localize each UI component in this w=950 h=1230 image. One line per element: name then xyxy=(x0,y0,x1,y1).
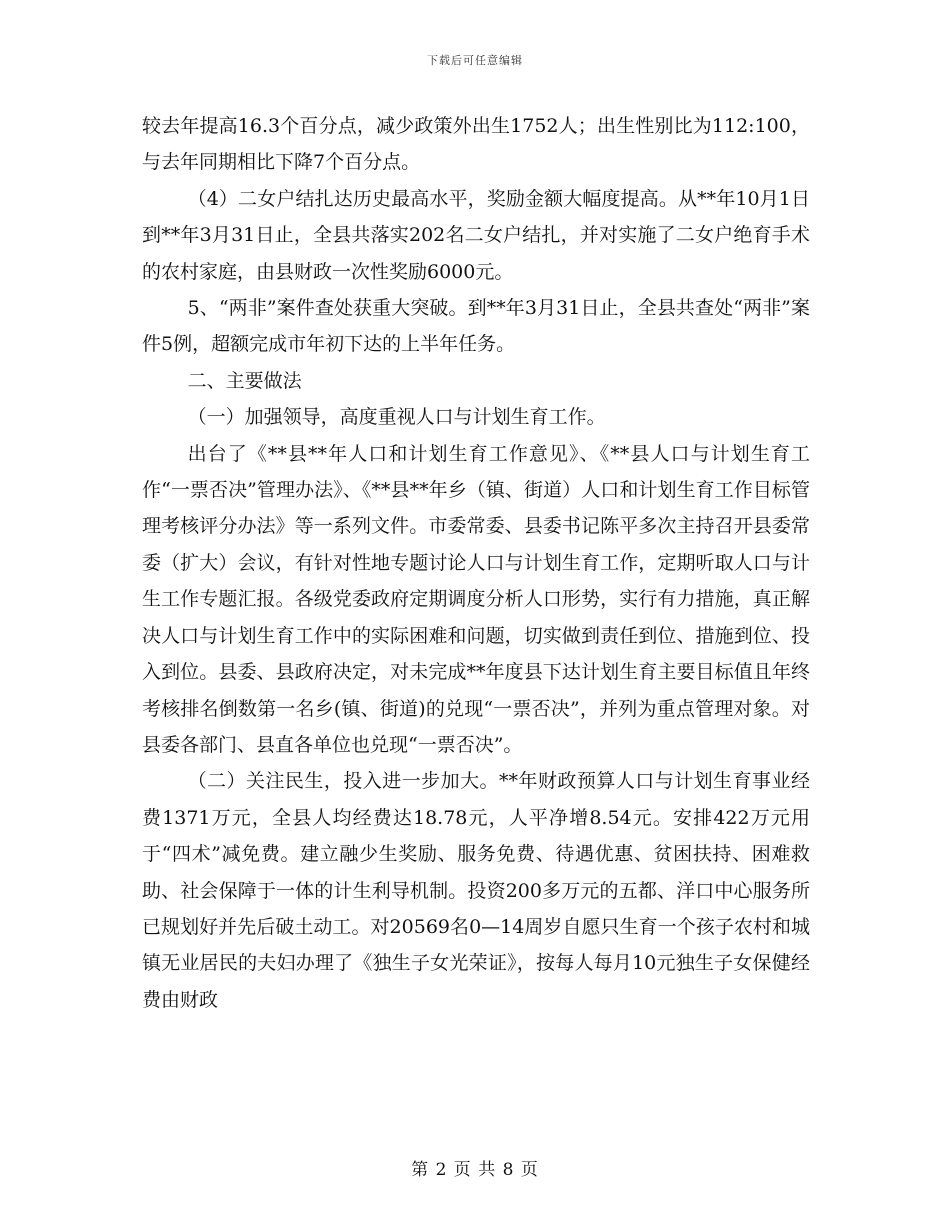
paragraph-leadership-details: 出台了《**县**年人口和计划生育工作意见》、《**县人口与计划生育工作“一票否决”管理办法》、《**县**年乡（镇、街道）人口和计划生育工作目标管理考核评分办法》等一系列文件。市委常委、县委书记陈平多次主持召开县委常委（扩大）会议，有针对性地专题讨论人口与计划生育工作，定期听取人口与计生工作专题汇报。各级党委政府定期调度分析人口形势，实行有力措施，真正解决人口与计划生育工作中的实际困难和问题，切实做到责任到位、措施到位、投入到位。县委、县政府决定，对未完成**年度县下达计划生育主要目标值且年终考核排名倒数第一名乡(镇、街道)的兑现“一票否决”，并列为重点管理对象。对县委各部门、县直各单位也兑现“一票否决”。 xyxy=(142,442,810,756)
subheading-strengthen-leadership: （一）加强领导，高度重视人口与计划生育工作。 xyxy=(187,406,606,429)
paragraph-sterilization-reward: （4）二女户结扎达历史最高水平，奖励金额大幅度提高。从**年10月1日到**年3月31日止，全县共落实202名二女户结扎，并对实施了二女户绝育手术的农村家庭，由县财政一次性奖励6000元。 xyxy=(142,187,810,283)
paragraph-livelihood-investment: （二）关注民生，投入进一步加大。**年财政预算人口与计划生育事业经费1371万元，全县人均经费达18.78元，人平净增8.54元。安排422万元用于“四术”减免费。建立融少生奖励、服务免费、待遇优惠、贫困扶持、困难救助、社会保障于一体的计生利导机制。投资200多万元的五都、洋口中心服务所已规划好并先后破土动工。对20569名0—14周岁自愿只生育一个孩子农村和城镇无业居民的夫妇办理了《独生子女光荣证》，按每人每月10元独生子女保健经费由财政 xyxy=(142,770,810,1011)
document-body xyxy=(142,108,810,1018)
paragraph-two-non-cases: 5、“两非”案件查处获重大突破。到**年3月31日止，全县共查处“两非”案件5例，超额完成市年初下达的上半年任务。 xyxy=(142,297,810,356)
paragraph-birth-statistics: 较去年提高16.3个百分点，减少政策外出生1752人；出生性别比为112:100，与去年同期相比下降7个百分点。 xyxy=(142,115,810,174)
page-header-note: 下载后可任意编辑 xyxy=(427,54,523,67)
page-footer-number: 第 2 页 共 8 页 xyxy=(411,1160,539,1180)
section-heading-main-practices: 二、主要做法 xyxy=(187,369,302,392)
